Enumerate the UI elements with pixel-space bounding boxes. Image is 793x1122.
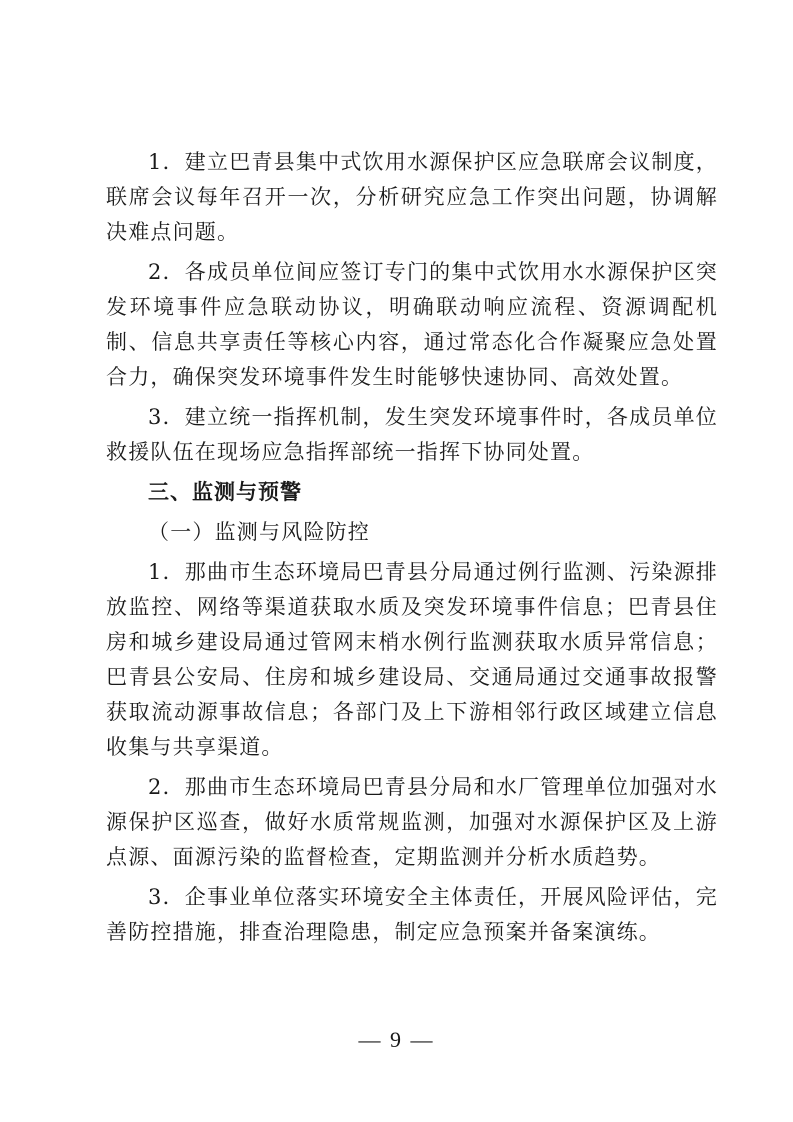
paragraph-6: 3．企事业单位落实环境安全主体责任，开展风险评估，完善防控措施，排查治理隐患，制定应急预案并备案演练。 [106,885,718,944]
paragraph-1: 1．建立巴青县集中式饮用水源保护区应急联席会议制度，联席会议每年召开一次，分析研究应急工作突出问题，协调解决难点问题。 [106,150,718,244]
page-number: — 9 — [358,1027,435,1052]
page-body [106,145,718,955]
paragraph-4: 1．那曲市生态环境局巴青县分局通过例行监测、污染源排放监控、网络等渠道获取水质及突发环境事件信息；巴青县住房和城乡建设局通过管网末梢水例行监测获取水质异常信息；巴青县公安局、住房和城乡建设局、交通局通过交通事故报警获取流动源事故信息；各部门及上下游相邻行政区域建立信息收集与共享渠道。 [106,560,718,759]
subsection-heading: （一）监测与风险防控 [148,520,370,544]
paragraph-3: 3．建立统一指挥机制，发生突发环境事件时，各成员单位救援队伍在现场应急指挥部统一指挥下协同处置。 [106,405,718,464]
paragraph-2: 2．各成员单位间应签订专门的集中式饮用水水源保护区突发环境事件应急联动协议，明确联动响应流程、资源调配机制、信息共享责任等核心内容，通过常态化合作凝聚应急处置合力，确保突发环境事件发生时能够快速协同、高效处置。 [106,260,718,389]
paragraph-5: 2．那曲市生态环境局巴青县分局和水厂管理单位加强对水源保护区巡查，做好水质常规监测，加强对水源保护区及上游点源、面源污染的监督检查，定期监测并分析水质趋势。 [106,775,718,869]
section-heading: 三、监测与预警 [148,480,302,504]
